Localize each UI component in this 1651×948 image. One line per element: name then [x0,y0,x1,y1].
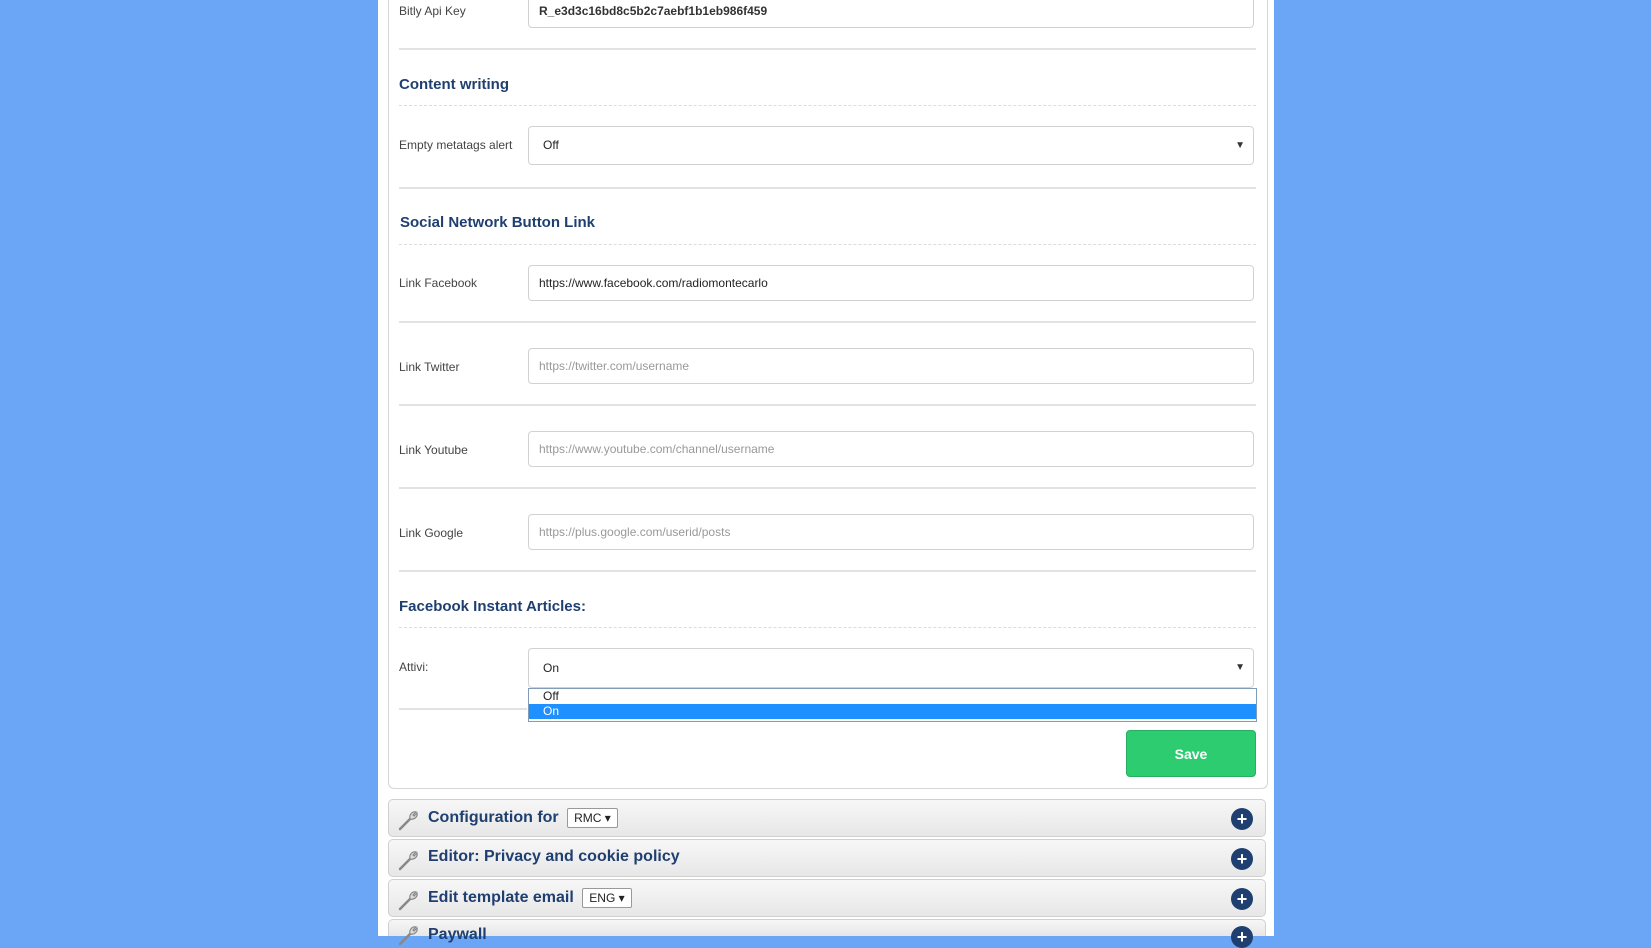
dashed-divider [399,244,1256,245]
metatags-select-value: Off [543,138,559,152]
site-select[interactable]: RMC ▾ [567,808,618,828]
facebook-input[interactable]: https://www.facebook.com/radiomontecarlo [528,265,1254,301]
language-select[interactable]: ENG ▾ [582,888,631,908]
expand-icon[interactable]: + [1231,888,1253,910]
expand-icon[interactable]: + [1231,808,1253,830]
wrench-icon [397,848,421,872]
youtube-label: Link Youtube [399,443,468,457]
attivi-select-value: On [543,661,560,675]
expand-icon[interactable]: + [1231,926,1253,948]
facebook-label: Link Facebook [399,276,478,290]
site-select-value: RMC [574,811,602,825]
metatags-select[interactable] [528,126,1254,165]
wrench-icon [397,808,421,832]
dashed-divider [399,105,1256,106]
wrench-icon [397,923,421,947]
accordion-title: Editor: Privacy and cookie policy [428,848,680,865]
dashed-divider [399,627,1256,628]
google-input[interactable]: https://plus.google.com/userid/posts [528,514,1254,550]
bitly-input[interactable]: R_e3d3c16bd8c5b2c7aebf1b1eb986f459 [528,0,1254,28]
content-writing-title: Content writing [399,76,509,93]
expand-icon[interactable]: + [1231,848,1253,870]
attivi-label: Attivi: [399,660,429,674]
accordion-configuration[interactable] [388,799,1266,837]
accordion-paywall[interactable] [388,919,1266,947]
accordion-title: Paywall [428,926,487,943]
chevron-down-icon: ▼ [1235,662,1245,673]
social-title: Social Network Button Link [400,214,596,231]
wrench-icon [397,888,421,912]
divider [399,570,1256,572]
accordion-template-email[interactable] [388,879,1266,917]
accordion-title-text: Edit template email [428,889,574,907]
youtube-input[interactable]: https://www.youtube.com/channel/username [528,431,1254,467]
twitter-input[interactable]: https://twitter.com/username [528,348,1254,384]
bitly-label: Bitly Api Key [399,4,466,18]
divider [399,187,1256,189]
divider [399,487,1256,489]
dropdown-option-off[interactable]: Off [543,689,559,703]
attivi-dropdown-list [528,688,1257,722]
fbia-title: Facebook Instant Articles: [399,598,586,615]
accordion-title [428,808,618,828]
save-button[interactable]: Save [1126,730,1256,777]
google-label: Link Google [399,526,464,540]
divider [399,404,1256,406]
dropdown-option-on[interactable]: On [529,704,1256,719]
accordion-privacy[interactable] [388,839,1266,877]
accordion-title-text: Configuration for [428,809,559,827]
language-select-value: ENG [589,891,616,905]
attivi-select[interactable] [528,648,1254,688]
chevron-down-icon: ▼ [1235,140,1245,151]
metatags-label: Empty metatags alert [399,138,513,152]
divider [399,321,1256,323]
twitter-label: Link Twitter [399,360,460,374]
divider [399,48,1256,50]
divider [399,708,527,710]
accordion-title [428,888,632,908]
